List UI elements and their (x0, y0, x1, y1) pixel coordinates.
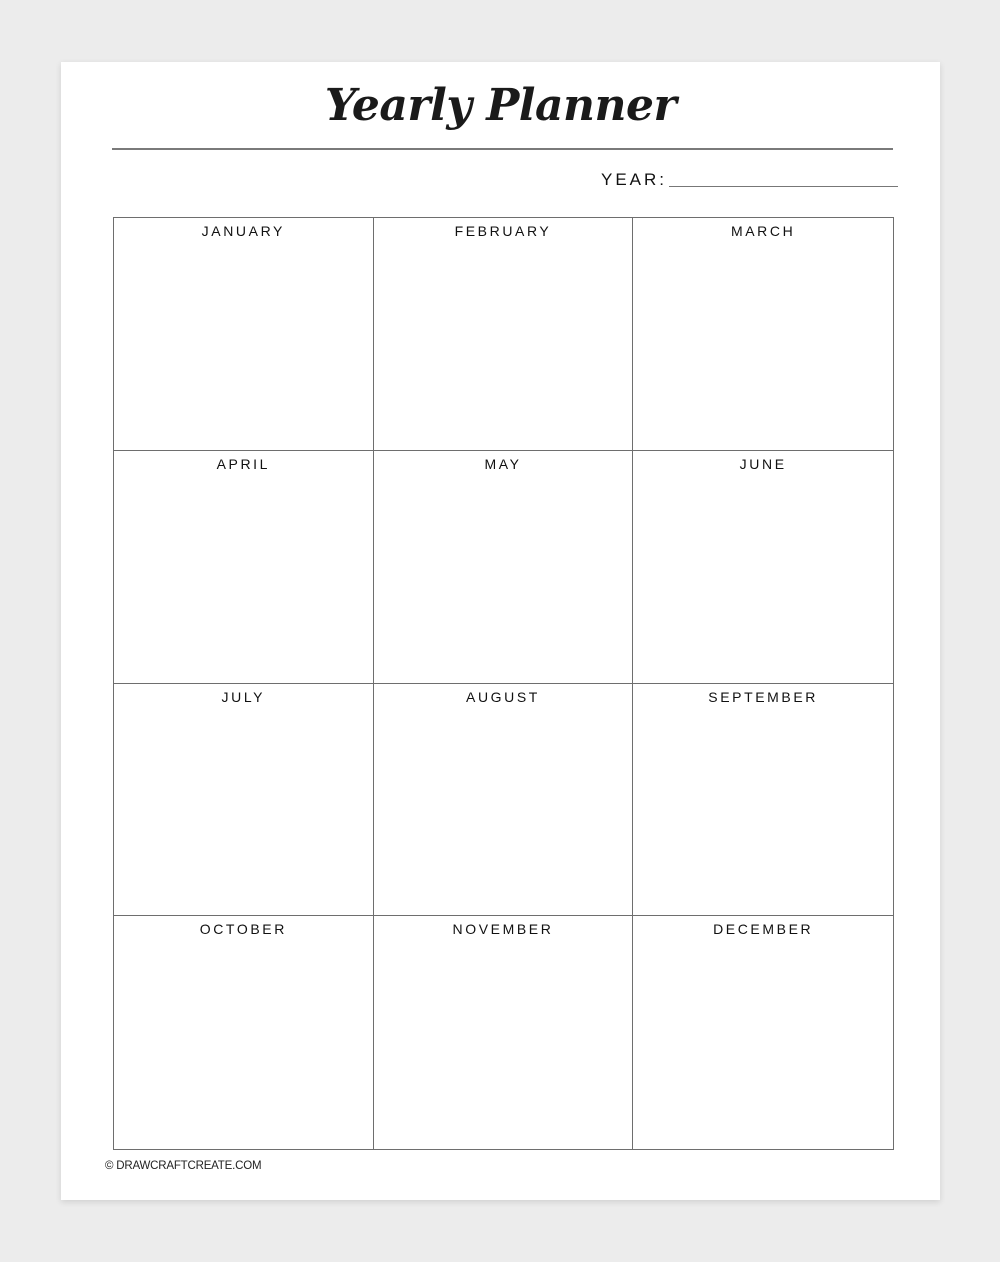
page-title: Yearly Planner (324, 80, 677, 131)
month-cell-march[interactable] (633, 218, 893, 451)
month-label: AUGUST (466, 688, 540, 705)
month-cell-january[interactable] (114, 218, 374, 451)
year-input-line[interactable] (669, 186, 898, 187)
month-cell-june[interactable] (633, 451, 893, 684)
month-cell-september[interactable] (633, 684, 893, 917)
title-divider (112, 148, 893, 150)
copyright-footer: © DRAWCRAFTCREATE.COM (105, 1160, 262, 1172)
month-label: FEBRUARY (454, 223, 552, 239)
month-label: JANUARY (201, 223, 285, 239)
month-cell-december[interactable] (633, 916, 893, 1149)
month-label: APRIL (216, 455, 271, 472)
planner-page (61, 62, 940, 1200)
month-label: SEPTEMBER (708, 688, 819, 705)
months-grid (113, 217, 894, 1150)
month-cell-may[interactable] (374, 451, 634, 684)
year-field-row (601, 170, 898, 190)
month-label: OCTOBER (199, 921, 287, 938)
month-label: NOVEMBER (452, 921, 554, 938)
month-cell-october[interactable] (114, 916, 374, 1149)
month-cell-july[interactable] (114, 684, 374, 917)
month-label: MARCH (730, 223, 796, 239)
month-cell-november[interactable] (374, 916, 634, 1149)
month-label: DECEMBER (713, 921, 814, 938)
month-label: JUNE (739, 455, 787, 472)
month-cell-august[interactable] (374, 684, 634, 917)
year-label: YEAR: (601, 170, 668, 189)
month-label: JULY (221, 688, 266, 705)
month-cell-april[interactable] (114, 451, 374, 684)
month-cell-february[interactable] (374, 218, 634, 451)
month-label: MAY (484, 455, 522, 472)
